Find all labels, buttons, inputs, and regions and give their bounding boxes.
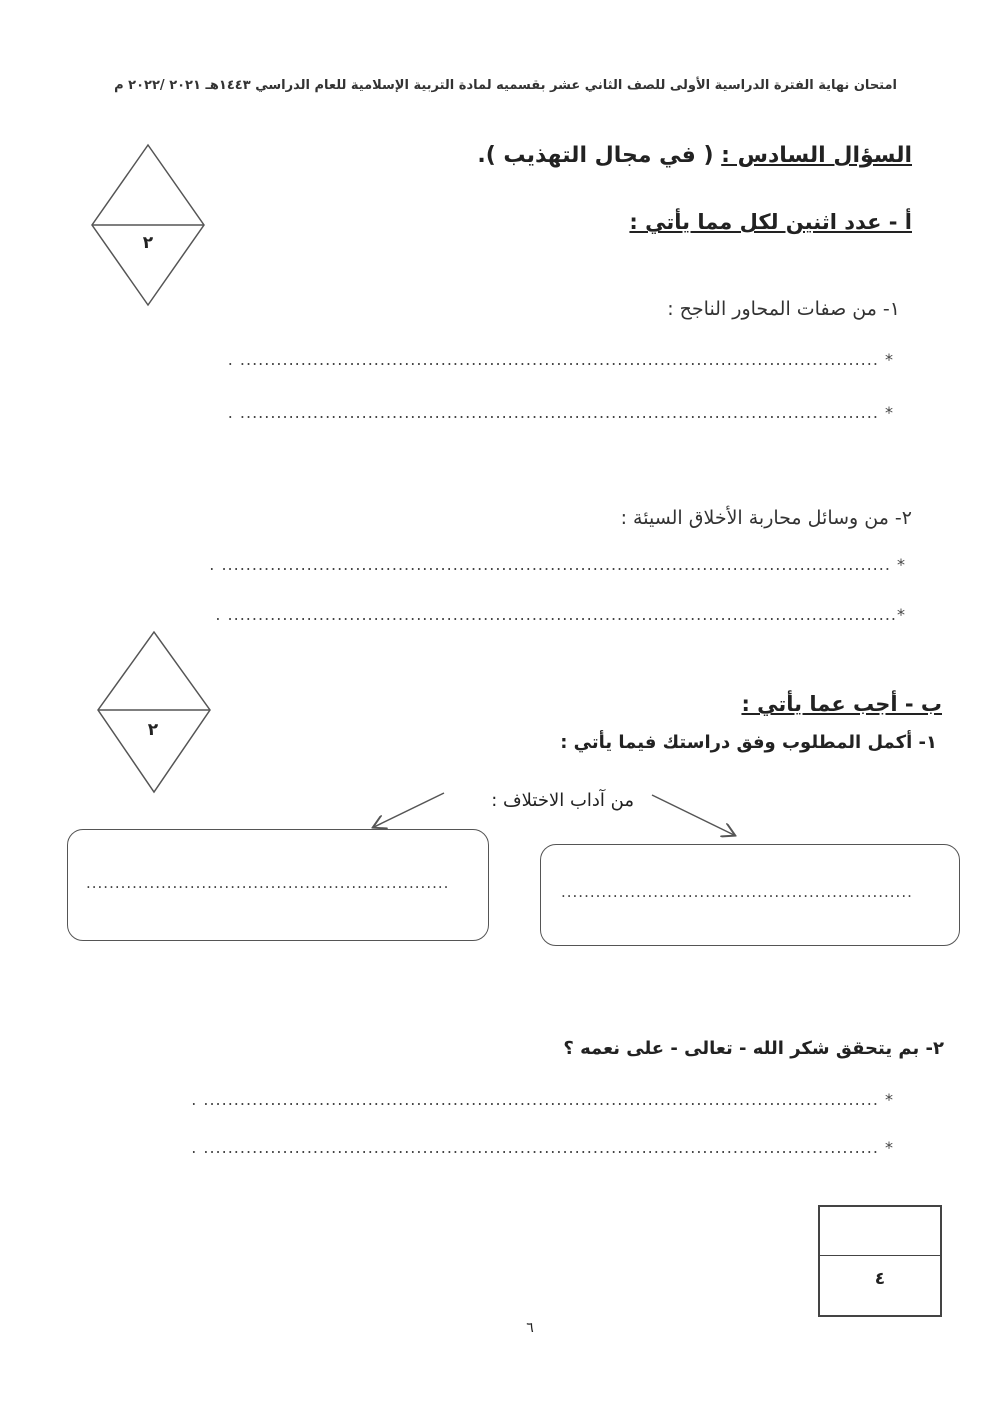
exam-header: امتحان نهاية الفترة الدراسية الأولى للصف الثاني عشر بقسميه لمادة التربية الإسلامية للعام الدراسي ١٤٤٣هـ ٢٠٢١ /٢٠٢٢ م [114, 78, 897, 93]
answer-box-right[interactable] [540, 844, 960, 946]
answer-line[interactable]: * ......................................................................................................... . [227, 403, 894, 422]
score-value-b: ٢ [147, 720, 159, 740]
score-divider [820, 1255, 940, 1256]
answer-line[interactable]: * ............................................................................................................... . [191, 1090, 894, 1109]
score-value-a: ٢ [142, 233, 154, 253]
question-field: ( في مجال التهذيب ). [477, 143, 714, 168]
right-arrow [652, 795, 734, 835]
part-b-item1-label: ١- أكمل المطلوب وفق دراستك فيما يأتي : [560, 732, 937, 753]
question-title [477, 143, 912, 168]
left-arrow [374, 793, 444, 827]
part-a-title: أ - عدد اثنين لكل مما يأتي : [629, 210, 912, 234]
answer-line[interactable]: * .............................................................................................................. . [209, 555, 906, 574]
answer-line[interactable]: *.............................................................................................................. . [215, 605, 906, 624]
concept-center-label: من آداب الاختلاف : [491, 790, 634, 811]
answer-box-left-dots: ............................................................... [86, 874, 450, 892]
score-diamond-a [90, 143, 206, 307]
answer-box-left[interactable] [67, 829, 489, 941]
part-a-item1-label: ١- من صفات المحاور الناجح : [667, 298, 900, 320]
part-b-item2-label: ٢- بم يتحقق شكر الله - تعالى - على نعمه ؟ [563, 1038, 944, 1059]
total-score-value: ٤ [874, 1269, 886, 1289]
score-diamond-b [96, 630, 212, 794]
answer-box-right-dots: ............................................................. [561, 883, 913, 901]
question-number: السؤال السادس : [721, 143, 912, 168]
page-number: ٦ [526, 1320, 534, 1336]
total-score-box [818, 1205, 942, 1317]
part-b-title: ب - أجب عما يأتي : [741, 692, 942, 716]
answer-line[interactable]: * ............................................................................................................... . [191, 1138, 894, 1157]
answer-line[interactable]: * ......................................................................................................... . [227, 350, 894, 369]
part-a-item2-label: ٢- من وسائل محاربة الأخلاق السيئة : [620, 507, 912, 529]
